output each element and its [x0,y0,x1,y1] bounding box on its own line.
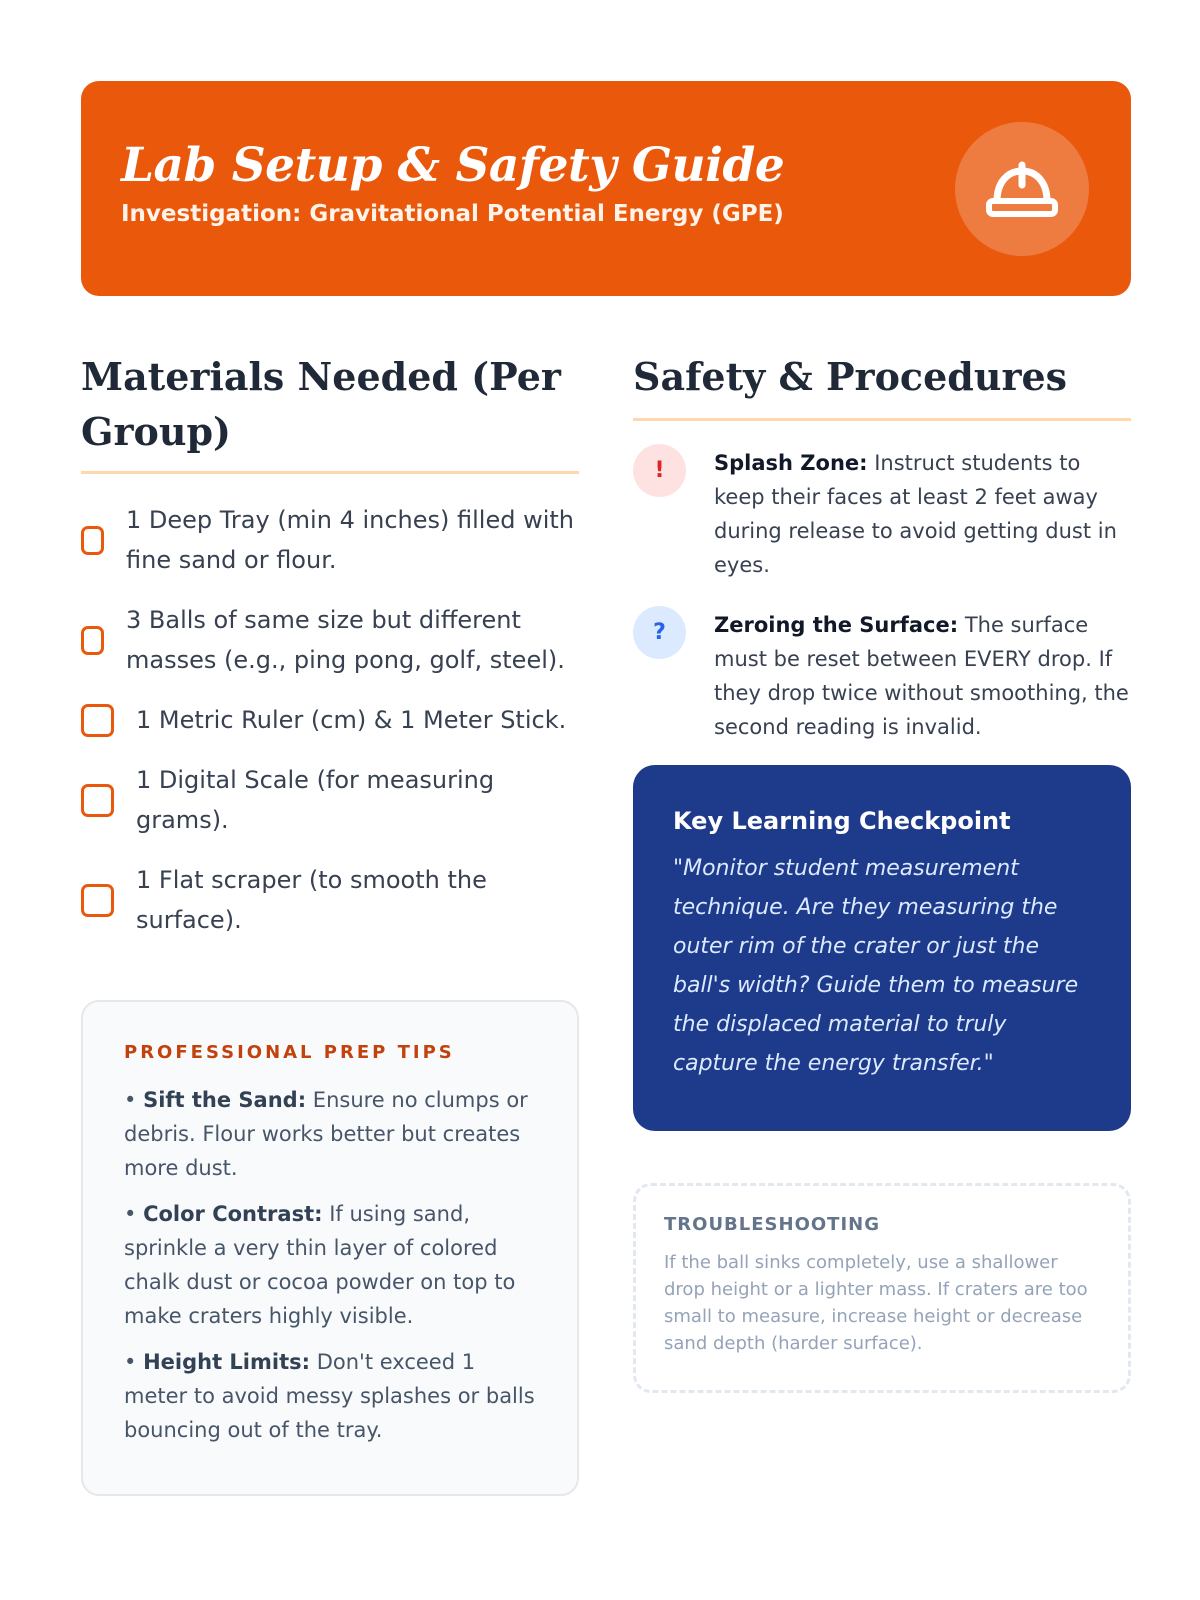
troubleshooting-card [633,1183,1131,1393]
safety-label: Zeroing the Surface: [714,613,959,637]
material-text: 3 Balls of same size but different masses (e.g., ping pong, golf, steel). [126,606,565,674]
material-checkbox[interactable] [81,704,114,737]
material-checkbox[interactable] [81,526,104,555]
material-checkbox[interactable] [81,884,114,917]
tip-label: Color Contrast: [143,1202,323,1226]
materials-heading: Materials Needed (Per Group) [81,354,561,454]
tip-text: Ensure no clumps or debris. Flour works better but creates more dust. [124,1088,528,1180]
prep-tips-card [81,1000,579,1496]
safety-body: The surface must be reset between EVERY drop. If they drop twice without smoothing, the second reading is invalid. [714,613,1129,739]
page-title: Lab Setup & Safety Guide [121,138,785,193]
safety-divider [633,418,1131,421]
safety-text [714,608,1131,744]
materials-divider [81,471,579,474]
prep-tips-title: PROFESSIONAL PREP TIPS [124,1042,455,1063]
tip-bullet: • [124,1350,137,1374]
safety-heading: Safety & Procedures [633,354,1068,399]
tip-bullet: • [124,1088,137,1112]
material-text: 1 Digital Scale (for measuring grams). [136,766,495,834]
materials-list [81,500,579,960]
prep-tip [124,1083,537,1185]
warning-icon: ! [633,444,686,497]
learning-checkpoint-card [633,765,1131,1131]
safety-item [633,446,1131,582]
material-text: 1 Metric Ruler (cm) & 1 Meter Stick. [136,706,567,734]
checkpoint-quote: "Monitor student measurement technique. Are they measuring the outer rim of the crater or just the ball's width? Guide them to measure the displaced material to truly capture the energy transfer." [673,856,1079,1076]
hard-hat-icon [955,122,1089,256]
material-text: 1 Deep Tray (min 4 inches) filled with fine sand or flour. [126,506,575,574]
material-item [81,700,579,740]
checkpoint-title: Key Learning Checkpoint [673,807,1011,835]
material-text: 1 Flat scraper (to smooth the surface). [136,866,487,934]
question-icon: ? [633,606,686,659]
material-item [81,860,579,940]
material-item [81,760,579,840]
tip-text: If using sand, sprinkle a very thin layer of colored chalk dust or cocoa powder on top to make craters highly visible. [124,1202,516,1328]
tip-label: Height Limits: [143,1350,311,1374]
tip-bullet: • [124,1202,137,1226]
material-item [81,500,579,580]
header-banner [81,81,1131,296]
page-subtitle: Investigation: Gravitational Potential Energy (GPE) [121,201,784,227]
safety-body: Instruct students to keep their faces at least 2 feet away during release to avoid getting dust in eyes. [714,451,1117,577]
safety-label: Splash Zone: [714,451,868,475]
material-item [81,600,579,680]
tip-text: Don't exceed 1 meter to avoid messy splashes or balls bouncing out of the tray. [124,1350,535,1442]
troubleshooting-text: If the ball sinks completely, use a shallower drop height or a lighter mass. If craters are too small to measure, increase height or decrease sand depth (harder surface). [664,1252,1088,1354]
safety-list [633,446,1131,770]
safety-text [714,446,1131,582]
material-checkbox[interactable] [81,626,104,655]
prep-tip [124,1345,537,1447]
material-checkbox[interactable] [81,784,114,817]
safety-item [633,608,1131,744]
prep-tip [124,1197,537,1333]
tip-label: Sift the Sand: [143,1088,307,1112]
troubleshooting-title: TROUBLESHOOTING [664,1214,880,1235]
